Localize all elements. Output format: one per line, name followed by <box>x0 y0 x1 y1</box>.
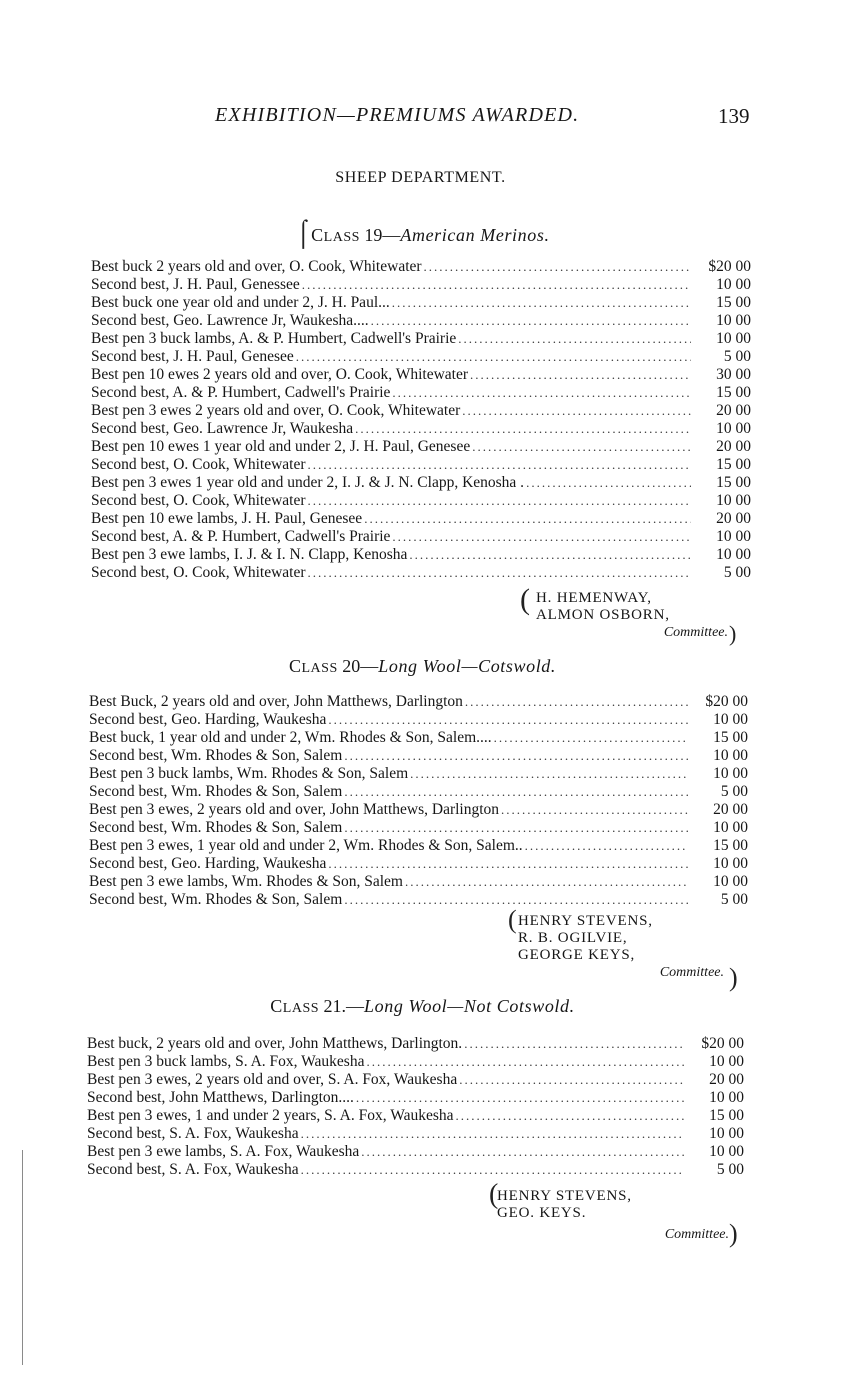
award-row <box>91 366 751 384</box>
award-description: Second best, O. Cook, Whitewater <box>91 564 306 581</box>
award-row <box>89 891 748 909</box>
award-row <box>89 783 748 801</box>
award-row <box>89 819 748 837</box>
award-amount: 10 00 <box>709 1125 744 1142</box>
award-description: Second best, Wm. Rhodes & Son, Salem <box>89 747 343 764</box>
award-row <box>89 747 748 765</box>
committee-brace-close: ) <box>729 963 738 992</box>
committee-member: R. B. OGILVIE, <box>518 930 628 946</box>
committee-label: Committee. <box>663 625 728 640</box>
class-heading-19 <box>0 218 845 247</box>
award-description: Second best, Wm. Rhodes & Son, Salem <box>89 819 343 836</box>
dot-leader <box>361 1143 684 1161</box>
award-description: Second best, Geo. Lawrence Jr, Waukesha.... <box>91 312 369 329</box>
award-amount: 10 00 <box>716 546 751 563</box>
dot-leader <box>410 765 688 783</box>
class-prefix: CLASS <box>288 656 338 676</box>
award-amount: 5 00 <box>723 348 751 365</box>
award-amount: 10 00 <box>709 1053 744 1070</box>
class-prefix: CLASS <box>311 225 360 245</box>
award-description: Best Buck, 2 years old and over, John Matthews, Darlington <box>89 693 463 710</box>
dot-leader <box>366 1053 684 1071</box>
award-description: Second best, John Matthews, Darlington.... <box>87 1089 354 1106</box>
award-row <box>87 1143 744 1161</box>
award-amount: $20 00 <box>705 693 748 710</box>
award-row <box>91 348 751 366</box>
award-row <box>91 564 751 582</box>
dot-leader <box>308 456 691 474</box>
dot-leader <box>470 366 691 384</box>
award-amount: 20 00 <box>709 1071 744 1088</box>
award-list-class-19 <box>91 258 751 582</box>
award-row <box>91 258 751 276</box>
dot-leader <box>301 1125 684 1143</box>
award-description: Second best, Geo. Harding, Waukesha <box>89 711 327 728</box>
award-amount: 15 00 <box>709 1107 744 1124</box>
award-description: Best pen 10 ewe lambs, J. H. Paul, Genesee <box>91 510 363 527</box>
award-amount: 20 00 <box>716 510 751 527</box>
award-row <box>91 420 751 438</box>
award-description: Second best, Geo. Harding, Waukesha <box>89 855 327 872</box>
class-heading-20 <box>0 656 845 677</box>
dot-leader <box>501 801 688 819</box>
committee-member: HENRY STEVENS, <box>497 1188 632 1204</box>
award-description: Best pen 10 ewes 1 year old and under 2, J. H. Paul, Genesee <box>91 438 471 455</box>
award-row <box>91 312 751 330</box>
award-row <box>91 510 751 528</box>
dot-leader <box>371 312 691 330</box>
award-row <box>91 546 751 564</box>
award-amount: 10 00 <box>713 819 748 836</box>
award-row <box>89 873 748 891</box>
award-row <box>89 729 748 747</box>
award-amount: 10 00 <box>716 420 751 437</box>
class-name: Long Wool—Cotswold. <box>378 656 557 676</box>
committee-member: HENRY STEVENS, <box>518 913 653 929</box>
class-name: American Merinos. <box>400 225 550 245</box>
committee-label: Committee. <box>659 965 724 980</box>
award-amount: 10 00 <box>716 276 751 293</box>
award-description: Best pen 3 ewes, 1 year old and under 2, Wm. Rhodes & Son, Salem.. <box>89 837 523 854</box>
award-row <box>87 1053 744 1071</box>
dot-leader <box>456 1107 684 1125</box>
award-description: Best pen 3 ewe lambs, I. J. & I. N. Clapp, Kenosha <box>91 546 408 563</box>
award-amount: 10 00 <box>713 873 748 890</box>
dot-leader <box>526 474 691 492</box>
committee-label: Committee. <box>664 1227 729 1242</box>
dot-leader <box>462 402 691 420</box>
dot-leader <box>525 837 688 855</box>
award-amount: $20 00 <box>708 258 751 275</box>
award-description: Best pen 10 ewes 2 years old and over, O. Cook, Whitewater <box>91 366 469 383</box>
award-amount: 15 00 <box>716 384 751 401</box>
award-row <box>87 1035 744 1053</box>
dot-leader <box>409 546 691 564</box>
dot-leader <box>464 1035 684 1053</box>
award-row <box>91 384 751 402</box>
class-number: 21.— <box>323 996 365 1016</box>
committee-class-19 <box>536 590 736 641</box>
award-row <box>91 456 751 474</box>
award-description: Second best, A. & P. Humbert, Cadwell's Prairie <box>91 528 391 545</box>
dot-leader <box>328 855 688 873</box>
department-title <box>0 169 845 187</box>
award-row <box>89 693 748 711</box>
award-amount: 15 00 <box>716 456 751 473</box>
dot-leader <box>308 492 691 510</box>
dot-leader <box>344 747 688 765</box>
award-description: Best pen 3 ewes 2 years old and over, O. Cook, Whitewater <box>91 402 461 419</box>
dot-leader <box>344 783 688 801</box>
award-amount: 10 00 <box>713 711 748 728</box>
award-row <box>87 1125 744 1143</box>
award-amount: 10 00 <box>716 330 751 347</box>
award-amount: 10 00 <box>713 855 748 872</box>
award-row <box>89 711 748 729</box>
dot-leader <box>356 1089 684 1107</box>
award-description: Best pen 3 buck lambs, S. A. Fox, Waukesha <box>87 1053 365 1070</box>
award-row <box>91 438 751 456</box>
dot-leader <box>308 564 691 582</box>
award-list-class-21 <box>87 1035 744 1179</box>
committee-brace-open: ( <box>489 1179 499 1210</box>
committee-brace-open: ( <box>508 905 517 934</box>
award-description: Second best, O. Cook, Whitewater <box>91 492 306 509</box>
award-description: Second best, J. H. Paul, Genesee <box>91 348 294 365</box>
award-description: Second best, S. A. Fox, Waukesha <box>87 1125 299 1142</box>
award-row <box>87 1161 744 1179</box>
award-description: Second best, O. Cook, Whitewater <box>91 456 306 473</box>
award-amount: 20 00 <box>713 801 748 818</box>
dot-leader <box>458 330 691 348</box>
dot-leader <box>405 873 688 891</box>
award-row <box>89 801 748 819</box>
dot-leader <box>328 711 688 729</box>
award-amount: 10 00 <box>716 528 751 545</box>
award-row <box>87 1107 744 1125</box>
award-row <box>91 276 751 294</box>
page-header <box>0 104 845 130</box>
award-row <box>91 492 751 510</box>
running-title: EXHIBITION—PREMIUMS AWARDED. <box>215 104 580 126</box>
award-description: Best buck, 2 years old and over, John Matthews, Darlington. <box>87 1035 463 1052</box>
award-amount: 10 00 <box>716 312 751 329</box>
award-amount: 20 00 <box>716 438 751 455</box>
award-amount: $20 00 <box>701 1035 744 1052</box>
award-amount: 5 00 <box>716 1161 744 1178</box>
award-amount: 10 00 <box>716 492 751 509</box>
award-description: Second best, Geo. Lawrence Jr, Waukesha <box>91 420 354 437</box>
award-description: Second best, J. H. Paul, Genessee <box>91 276 300 293</box>
award-amount: 10 00 <box>713 747 748 764</box>
award-row <box>91 474 751 492</box>
committee-member: ALMON OSBORN, <box>536 607 670 623</box>
dot-leader <box>472 438 691 456</box>
dot-leader <box>355 420 691 438</box>
award-description: Second best, Wm. Rhodes & Son, Salem <box>89 783 343 800</box>
department-title-text: SHEEP DEPARTMENT. <box>335 169 506 186</box>
award-description: Best pen 3 ewe lambs, S. A. Fox, Waukesha <box>87 1143 360 1160</box>
award-description: Best pen 3 buck lambs, Wm. Rhodes & Son, Salem <box>89 765 409 782</box>
award-description: Best pen 3 ewes, 2 years old and over, John Matthews, Darlington <box>89 801 500 818</box>
award-row <box>91 294 751 312</box>
brace-open-mark: ⌠ <box>295 218 312 247</box>
dot-leader <box>302 276 691 294</box>
dot-leader <box>392 294 691 312</box>
award-description: Best buck 2 years old and over, O. Cook, Whitewater <box>91 258 422 275</box>
class-number: 20— <box>342 656 379 676</box>
award-amount: 20 00 <box>716 402 751 419</box>
award-amount: 30 00 <box>716 366 751 383</box>
dot-leader <box>494 729 688 747</box>
award-list-class-20 <box>89 693 748 909</box>
dot-leader <box>344 819 688 837</box>
committee-brace-close: ) <box>729 621 737 646</box>
award-row <box>89 837 748 855</box>
committee-class-20 <box>518 913 728 981</box>
committee-class-21 <box>497 1188 737 1243</box>
class-name: Long Wool—Not Cotswold. <box>364 996 575 1016</box>
award-row <box>87 1071 744 1089</box>
dot-leader <box>465 693 688 711</box>
award-row <box>87 1089 744 1107</box>
award-amount: 15 00 <box>716 294 751 311</box>
award-amount: 5 00 <box>720 891 748 908</box>
dot-leader <box>392 384 691 402</box>
class-heading-21 <box>0 996 845 1017</box>
class-number: 19— <box>364 225 401 245</box>
award-description: Best pen 3 ewes, 1 and under 2 years, S. A. Fox, Waukesha <box>87 1107 454 1124</box>
award-description: Best pen 3 ewes 1 year old and under 2, I. J. & J. N. Clapp, Kenosha . <box>91 474 525 491</box>
award-amount: 15 00 <box>716 474 751 491</box>
dot-leader <box>301 1161 684 1179</box>
award-row <box>89 765 748 783</box>
dot-leader <box>364 510 691 528</box>
award-amount: 15 00 <box>713 729 748 746</box>
award-description: Best pen 3 buck lambs, A. & P. Humbert, Cadwell's Prairie <box>91 330 457 347</box>
award-amount: 10 00 <box>709 1143 744 1160</box>
award-description: Second best, S. A. Fox, Waukesha <box>87 1161 299 1178</box>
committee-brace-open: ( <box>520 583 530 616</box>
award-amount: 10 00 <box>709 1089 744 1106</box>
committee-member: GEORGE KEYS, <box>518 947 636 963</box>
dot-leader <box>459 1071 684 1089</box>
award-description: Best buck one year old and under 2, J. H. Paul... <box>91 294 390 311</box>
award-description: Best pen 3 ewes, 2 years old and over, S. A. Fox, Waukesha <box>87 1071 458 1088</box>
award-row <box>91 402 751 420</box>
class-prefix: CLASS <box>270 996 320 1016</box>
committee-member: H. HEMENWAY, <box>536 590 652 606</box>
page-number: 139 <box>718 104 750 128</box>
award-description: Second best, A. & P. Humbert, Cadwell's Prairie <box>91 384 391 401</box>
committee-brace-close: ) <box>729 1219 738 1248</box>
committee-member: GEO. KEYS. <box>497 1205 587 1221</box>
award-row <box>91 528 751 546</box>
award-description: Best buck, 1 year old and under 2, Wm. Rhodes & Son, Salem.... <box>89 729 492 746</box>
dot-leader <box>296 348 691 366</box>
award-description: Best pen 3 ewe lambs, Wm. Rhodes & Son, Salem <box>89 873 403 890</box>
margin-rule <box>22 1150 23 1365</box>
award-amount: 5 00 <box>723 564 751 581</box>
award-amount: 15 00 <box>713 837 748 854</box>
award-row <box>91 330 751 348</box>
award-description: Second best, Wm. Rhodes & Son, Salem <box>89 891 343 908</box>
dot-leader <box>392 528 691 546</box>
dot-leader <box>424 258 691 276</box>
award-amount: 5 00 <box>720 783 748 800</box>
award-amount: 10 00 <box>713 765 748 782</box>
award-row <box>89 855 748 873</box>
